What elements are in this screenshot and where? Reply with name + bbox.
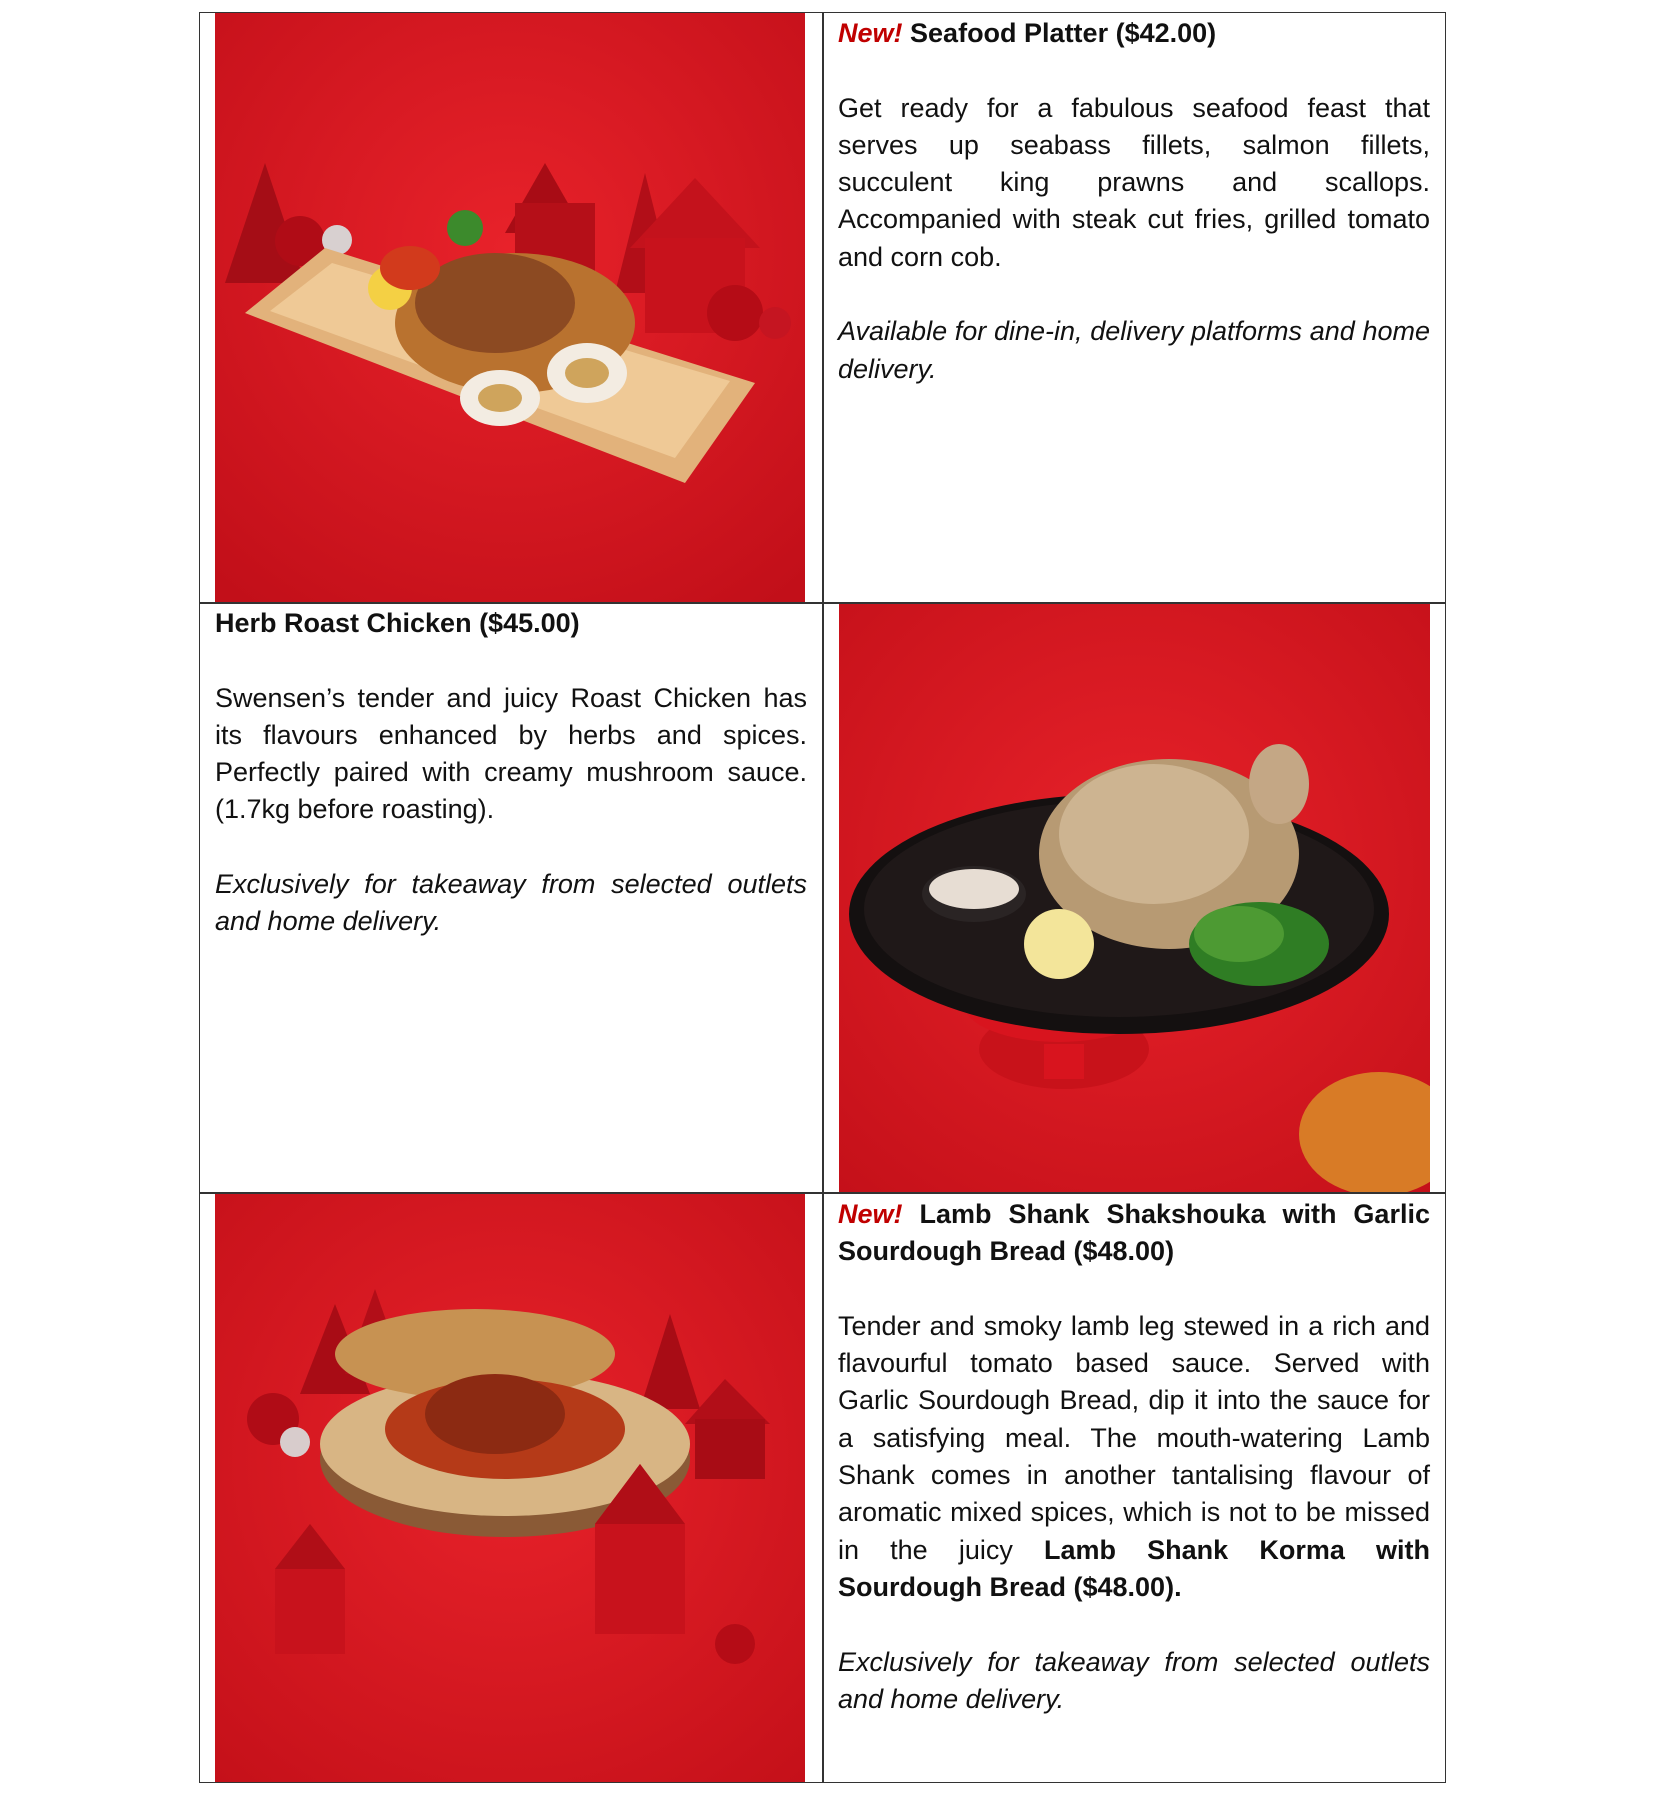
lamb-shank-text: [838, 1196, 1430, 1755]
seafood-platter-text: [838, 15, 1430, 425]
seafood-platter-photo: [215, 13, 805, 602]
item-description-bold: Lamb Shank Korma with Sourdough Bread ($48.00).: [838, 1534, 1430, 1602]
herb-roast-chicken-text: [215, 605, 807, 978]
new-badge: New!: [838, 18, 903, 48]
item-availability: Exclusively for takeaway from selected outlets and home delivery.: [838, 1646, 1430, 1714]
herb-roast-chicken-photo: [839, 604, 1430, 1192]
column-divider: [822, 12, 824, 1783]
item-description: Swensen’s tender and juicy Roast Chicken has its flavours enhanced by herbs and spices. Perfectly paired with creamy mushroom sauce. (1.7kg before roasting).: [215, 682, 807, 825]
item-title: Lamb Shank Shakshouka with Garlic Sourdough Bread ($48.00): [838, 1199, 1430, 1267]
item-description: Get ready for a fabulous seafood feast that serves up seabass fillets, salmon fillets, succulent king prawns and scallops. Accompanied with steak cut fries, grilled tomato and corn cob.: [838, 92, 1430, 272]
lamb-shank-photo: [215, 1194, 805, 1782]
item-description: Tender and smoky lamb leg stewed in a rich and flavourful tomato based sauce. Served with Garlic Sourdough Bread, dip it into the sauce for a satisfying meal. The mouth-watering Lamb Shank comes in another tantalising flavour of aromatic mixed spices, which is not to be missed in the juicy: [838, 1310, 1430, 1565]
new-badge: New!: [838, 1199, 903, 1229]
item-title: Herb Roast Chicken ($45.00): [215, 608, 580, 638]
item-availability: Exclusively for takeaway from selected outlets and home delivery.: [215, 869, 807, 937]
item-availability: Available for dine-in, delivery platforms and home delivery.: [838, 316, 1430, 384]
item-title: Seafood Platter ($42.00): [910, 18, 1217, 48]
